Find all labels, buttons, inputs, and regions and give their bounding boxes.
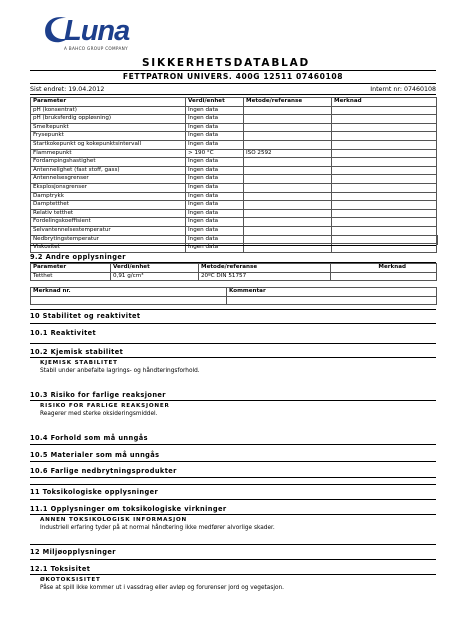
table-cell: [244, 175, 332, 184]
table-header-row: [31, 288, 437, 297]
table-cell: pH (bruksferdig oppløsning): [31, 115, 186, 124]
table-row: [31, 158, 437, 167]
col-header-parameter: Parameter: [31, 264, 111, 273]
divider: [30, 400, 436, 401]
col-header-method: Metode/referanse: [199, 264, 331, 273]
table-row: [31, 132, 437, 141]
table-cell: Relativ tetthet: [31, 209, 186, 218]
section-11-title: 11 Toksikologiske opplysninger: [30, 488, 159, 496]
section-10-3-title: 10.3 Risiko for farlige reaksjoner: [30, 391, 166, 399]
table-cell: Ingen data: [186, 183, 244, 192]
table-cell: [332, 175, 437, 184]
table-cell: [332, 183, 437, 192]
col-header-value: Verdi/enhet: [111, 264, 199, 273]
company-logo: [42, 12, 152, 56]
divider: [30, 484, 436, 485]
col-header-comment: Kommentar: [227, 288, 437, 297]
table-row: [31, 201, 437, 210]
section-12-1-text: Påse at spill ikke kommer ut i vassdrag eller avløp og forurenser jord og vegetasjon.: [40, 585, 285, 591]
table-cell: Fordelingskoeffisient: [31, 218, 186, 227]
table-row: [31, 166, 437, 175]
table-cell: Ingen data: [186, 209, 244, 218]
divider: [30, 94, 436, 95]
other-info-table: [30, 263, 437, 281]
table-cell: [332, 166, 437, 175]
table-cell: [332, 123, 437, 132]
table-cell: [332, 140, 437, 149]
section-11-1-subheading: ANNEN TOKSIKOLOGISK INFORMASJON: [40, 517, 187, 523]
table-cell: Selvantennelsestemperatur: [31, 226, 186, 235]
table-row: [31, 149, 437, 158]
table-row: [31, 209, 437, 218]
table-cell: [244, 218, 332, 227]
table-cell: pH (konsentrat): [31, 106, 186, 115]
table-cell: [244, 226, 332, 235]
section-12-1-subheading: ØKOTOKSISITET: [40, 577, 101, 583]
divider: [30, 514, 436, 515]
table-cell: Ingen data: [186, 123, 244, 132]
table-cell: [332, 158, 437, 167]
table-cell: Damptrykk: [31, 192, 186, 201]
table-cell: [244, 115, 332, 124]
section-11-1-title: 11.1 Opplysninger om toksikologiske virkninger: [30, 505, 227, 513]
table-cell: [244, 106, 332, 115]
table-cell: Fordampingshastighet: [31, 158, 186, 167]
section-10-2-title: 10.2 Kjemisk stabilitet: [30, 348, 124, 356]
table-cell: Ingen data: [186, 244, 244, 253]
divider: [30, 499, 436, 500]
table-row: [31, 115, 437, 124]
divider: [30, 83, 436, 84]
table-row: [31, 226, 437, 235]
section-10-5-title: 10.5 Materialer som må unngås: [30, 451, 160, 459]
table-header-row: [31, 98, 437, 107]
table-cell: [244, 192, 332, 201]
table-cell: [332, 226, 437, 235]
brand-name: Luna: [64, 15, 130, 47]
section-10-2-subheading: KJEMISK STABILITET: [40, 360, 118, 366]
table-cell: 0,91 g/cm³: [111, 272, 199, 281]
divider: [30, 309, 436, 310]
table-row: [31, 123, 437, 132]
divider: [30, 544, 436, 545]
table-row: [31, 192, 437, 201]
table-cell: [31, 296, 227, 305]
table-cell: [332, 192, 437, 201]
table-row: [31, 175, 437, 184]
table-cell: [244, 123, 332, 132]
table-row: [31, 106, 437, 115]
table-cell: [332, 218, 437, 227]
col-header-value: Verdi/enhet: [186, 98, 244, 107]
divider: [30, 245, 436, 246]
table-cell: Ingen data: [186, 132, 244, 141]
col-header-parameter: Parameter: [31, 98, 186, 107]
table-row: [31, 296, 437, 305]
divider: [30, 559, 436, 560]
table-cell: Ingen data: [186, 226, 244, 235]
section-10-4-title: 10.4 Forhold som må unngås: [30, 434, 148, 442]
table-cell: [244, 183, 332, 192]
divider: [30, 477, 436, 478]
table-cell: [227, 296, 437, 305]
table-cell: ISO 2592: [244, 149, 332, 158]
col-header-remark: Merknad: [332, 98, 437, 107]
table-row: [31, 272, 437, 281]
table-cell: Smeltepunkt: [31, 123, 186, 132]
table-cell: Ingen data: [186, 106, 244, 115]
internal-number: Internt nr: 07460108: [370, 86, 436, 93]
table-cell: [244, 158, 332, 167]
table-cell: Antennelsesgrenser: [31, 175, 186, 184]
divider: [30, 461, 436, 462]
table-row: [31, 218, 437, 227]
section-10-3-text: Reagerer med sterke oksideringsmiddel.: [40, 411, 158, 417]
col-header-method: Metode/referanse: [244, 98, 332, 107]
table-cell: Flammepunkt: [31, 149, 186, 158]
table-cell: [331, 272, 437, 281]
table-cell: Ingen data: [186, 140, 244, 149]
table-cell: Ingen data: [186, 158, 244, 167]
table-cell: Tetthet: [31, 272, 111, 281]
section-10-3-subheading: RISIKO FOR FARLIGE REAKSJONER: [40, 403, 170, 409]
col-header-remark-no: Merknad nr.: [31, 288, 227, 297]
table-cell: [332, 149, 437, 158]
divider: [30, 357, 436, 358]
table-cell: [332, 201, 437, 210]
remarks-table: [30, 287, 437, 305]
table-cell: 20ºC DIN 51757: [199, 272, 331, 281]
table-cell: [332, 106, 437, 115]
table-cell: Ingen data: [186, 192, 244, 201]
divider: [30, 574, 436, 575]
document-title: SIKKERHETSDATABLAD: [141, 57, 311, 69]
table-row: [31, 140, 437, 149]
table-cell: Ingen data: [186, 166, 244, 175]
section-10-title: 10 Stabilitet og reaktivitet: [30, 312, 141, 320]
table-cell: Startkokepunkt og kokepunktsintervall: [31, 140, 186, 149]
table-cell: Ingen data: [186, 235, 244, 244]
divider: [30, 343, 436, 344]
table-cell: [332, 132, 437, 141]
table-blank-area: [30, 235, 438, 245]
table-cell: Ingen data: [186, 175, 244, 184]
table-cell: Frysepunkt: [31, 132, 186, 141]
product-name: FETTPATRON UNIVERS. 400G 12511 07460108: [122, 72, 344, 81]
properties-table: [30, 97, 437, 253]
table-cell: Ingen data: [186, 201, 244, 210]
section-10-1-title: 10.1 Reaktivitet: [30, 329, 97, 337]
table-cell: Nedbrytingstemperatur: [31, 235, 186, 244]
table-cell: Damptetthet: [31, 201, 186, 210]
last-changed: Sist endret: 19.04.2012: [30, 86, 105, 93]
table-cell: [332, 115, 437, 124]
table-cell: Antennelighet (fast stoff, gass): [31, 166, 186, 175]
section-9-2-title: 9.2 Andre opplysninger: [30, 253, 126, 261]
table-row: [31, 183, 437, 192]
table-cell: Ingen data: [186, 218, 244, 227]
divider: [30, 444, 436, 445]
col-header-remark: Merknad: [331, 264, 437, 273]
table-cell: > 190 °C: [186, 149, 244, 158]
table-cell: Eksplosjonsgrenser: [31, 183, 186, 192]
section-12-1-title: 12.1 Toksisitet: [30, 565, 91, 573]
table-header-row: [31, 264, 437, 273]
table-cell: [244, 140, 332, 149]
brand-tagline: A BAHCO GROUP COMPANY: [64, 46, 128, 51]
table-cell: [244, 201, 332, 210]
table-cell: [244, 166, 332, 175]
section-11-1-text: Industriell erfaring tyder på at normal håndtering ikke medfører alvorlige skader.: [40, 525, 275, 531]
table-cell: [244, 209, 332, 218]
table-cell: [244, 132, 332, 141]
divider: [30, 323, 436, 324]
table-cell: Viskositet: [31, 244, 186, 253]
table-cell: Ingen data: [186, 115, 244, 124]
divider: [30, 70, 436, 71]
section-12-title: 12 Miljøopplysninger: [30, 548, 116, 556]
table-cell: [332, 209, 437, 218]
section-10-2-text: Stabil under anbefalte lagrings- og håndteringsforhold.: [40, 368, 200, 374]
section-10-6-title: 10.6 Farlige nedbrytningsprodukter: [30, 467, 177, 475]
